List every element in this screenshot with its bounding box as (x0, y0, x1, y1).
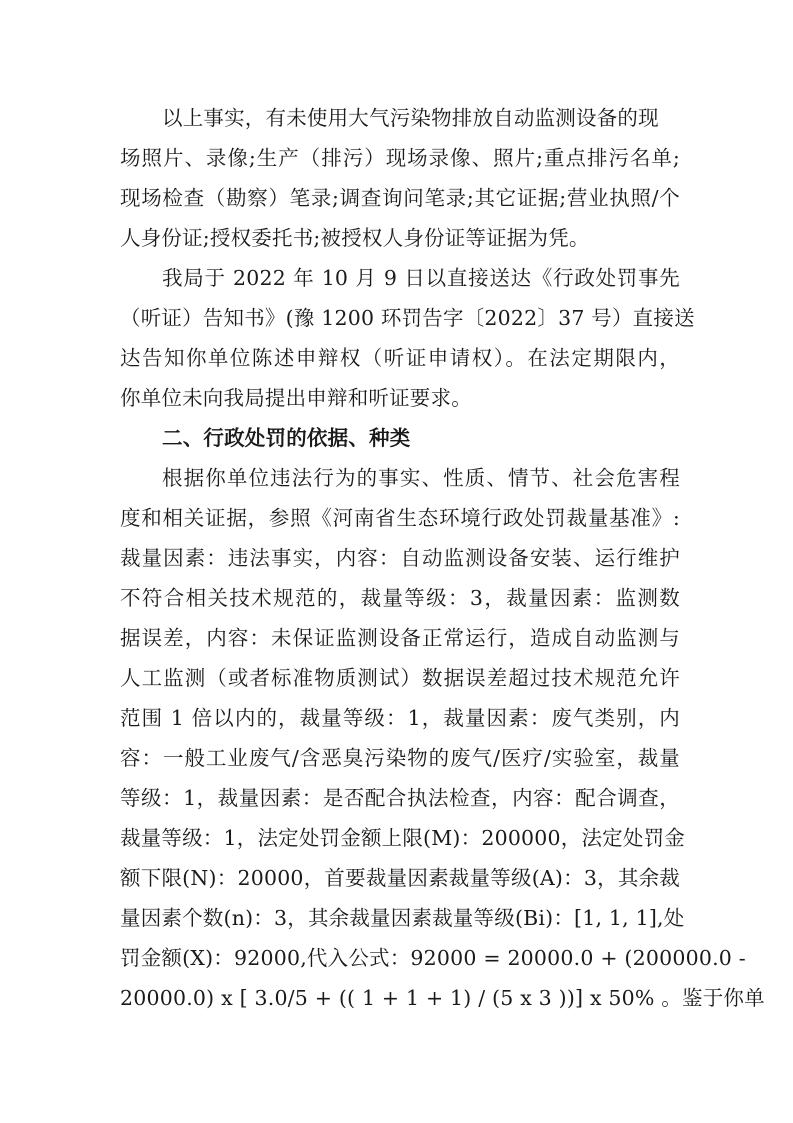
paragraph-line: 据误差，内容：未保证监测设备正常运行，造成自动监测与 (120, 626, 680, 650)
paragraph-line: 度和相关证据，参照《河南省生态环境行政处罚裁量基准》: (120, 506, 680, 530)
paragraph-line: 达告知你单位陈述申辩权（听证申请权）。在法定期限内， (120, 346, 680, 370)
paragraph-line: 我局于 2022 年 10 月 9 日以直接送达《行政处罚事先 (162, 266, 680, 290)
paragraph-line: 人身份证;授权委托书;被授权人身份证等证据为凭。 (120, 226, 590, 250)
section-heading: 二、行政处罚的依据、种类 (162, 426, 411, 450)
paragraph-line: 以上事实，有未使用大气污染物排放自动监测设备的现 (162, 106, 659, 130)
paragraph-line: 等级：1，裁量因素：是否配合执法检查，内容：配合调查， (120, 786, 680, 810)
paragraph-line: 罚金额(X)：92000,代入公式：92000 = 20000.0 + (200000.0 - (120, 946, 746, 970)
paragraph-line: 裁量因素：违法事实，内容：自动监测设备安装、运行维护 (120, 546, 680, 570)
paragraph-line: 20000.0) x [ 3.0/5 + (( 1 + 1 + 1) / (5 x 3 ))] x 50% 。鉴于你单 (120, 986, 765, 1010)
paragraph-line: 额下限(N)：20000，首要裁量因素裁量等级(A)：3，其余裁 (120, 866, 680, 890)
paragraph-line: 人工监测（或者标准物质测试）数据误差超过技术规范允许 (120, 666, 680, 690)
paragraph-line: 裁量等级：1，法定处罚金额上限(M)：200000，法定处罚金 (120, 826, 685, 850)
paragraph-line: 量因素个数(n)：3，其余裁量因素裁量等级(Bi)：[1, 1, 1],处 (120, 906, 685, 930)
paragraph-line: 根据你单位违法行为的事实、性质、情节、社会危害程 (162, 466, 680, 490)
paragraph-line: 你单位未向我局提出申辩和听证要求。 (120, 386, 472, 410)
paragraph-line: 不符合相关技术规范的，裁量等级：3，裁量因素：监测数 (120, 586, 680, 610)
paragraph-line: （听证）告知书》(豫 1200 环罚告字〔2022〕37 号）直接送 (120, 306, 695, 330)
paragraph-line: 场照片、录像;生产（排污）现场录像、照片;重点排污名单; (120, 146, 680, 170)
paragraph-line: 现场检查（勘察）笔录;调查询问笔录;其它证据;营业执照/个 (120, 186, 680, 210)
paragraph-line: 容：一般工业废气/含恶臭污染物的废气/医疗/实验室，裁量 (120, 746, 680, 770)
paragraph-line: 范围 1 倍以内的，裁量等级：1，裁量因素：废气类别，内 (120, 706, 680, 730)
